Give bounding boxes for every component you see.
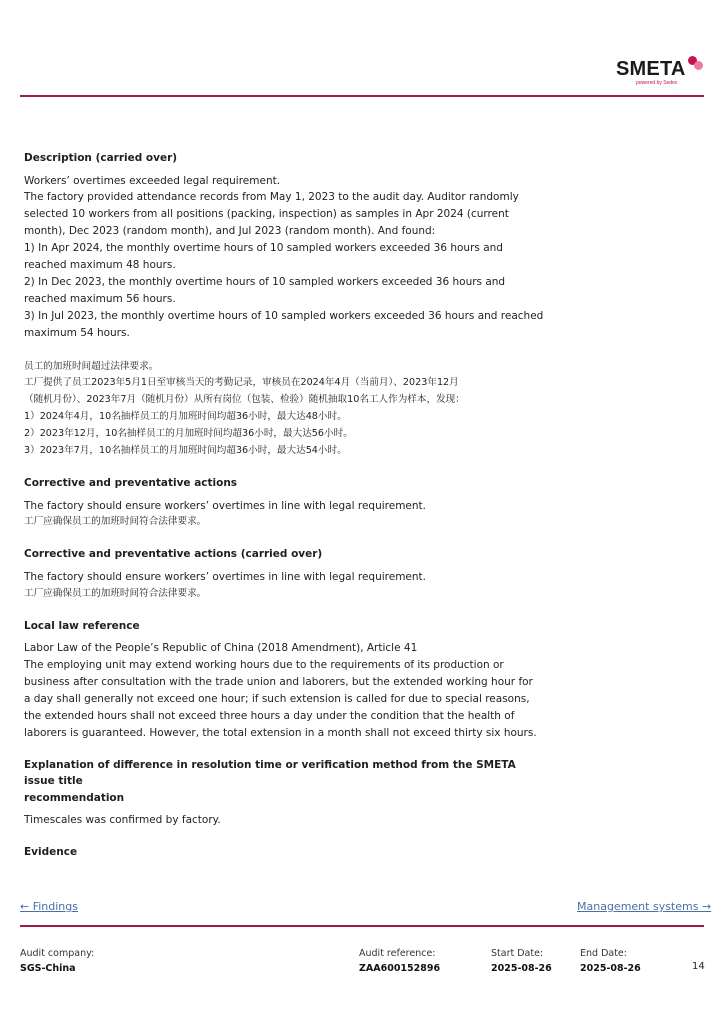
text-line: （随机月份）、2023年7月（随机月份）从所有岗位（包装、检验）随机抽取10名工人作为样本，发现：: [24, 394, 465, 406]
section-heading: Corrective and preventative actions: [24, 477, 238, 489]
text-line: The factory should ensure workers’ overtimes in line with legal requirement.: [24, 570, 426, 583]
next-page-link[interactable]: Management systems →: [577, 900, 712, 913]
text-line: selected 10 workers from all positions (packing, inspection) as samples in Apr 2024 (current: [24, 208, 509, 221]
text-line: 1）2024年4月，10名抽样员工的月加班时间均超36小时，最大达48小时。: [24, 411, 347, 423]
text-line: laborers is guaranteed. However, the total extension in a month shall not exceed thirty six hours.: [24, 726, 537, 739]
footer-value: ZAA600152896: [359, 963, 441, 974]
text-line: 工厂提供了员工2023年5月1日至审核当天的考勤记录，审核员在2024年4月（当前月）、2023年12月: [24, 377, 459, 389]
footer-end-date: [580, 946, 641, 976]
text-line: 1) In Apr 2024, the monthly overtime hours of 10 sampled workers exceeded 36 hours and: [24, 242, 503, 255]
footer-divider: [20, 925, 704, 927]
text-line: reached maximum 48 hours.: [24, 259, 176, 272]
text-line: 员工的加班时间超过法律要求。: [24, 360, 159, 372]
section-body: [24, 173, 544, 342]
section-heading: Corrective and preventative actions (carried over): [24, 548, 323, 561]
footer-audit-company: [20, 946, 94, 976]
footer-label: Start Date:: [491, 948, 544, 959]
section-heading: Local law reference: [24, 619, 140, 632]
text-line: The factory provided attendance records from May 1, 2023 to the audit day. Auditor randomly: [24, 191, 519, 204]
logo-text: SMETA: [616, 58, 686, 80]
text-line: 3）2023年7月，10名抽样员工的月加班时间均超36小时，最大达54小时。: [24, 445, 347, 457]
text-line: business after consultation with the trade union and laborers, but the extended working hour for: [24, 675, 533, 688]
text-line: the extended hours shall not exceed three hours a day under the condition that the health of: [24, 709, 515, 722]
text-line: Timescales was confirmed by factory.: [24, 814, 221, 827]
logo-subtitle: powered by Sedex: [636, 80, 678, 86]
footer-label: End Date:: [580, 948, 627, 959]
footer-value: 2025-08-26: [491, 963, 552, 974]
text-line: 工厂应确保员工的加班时间符合法律要求。: [24, 516, 207, 528]
text-line: Workers’ overtimes exceeded legal requirement.: [24, 174, 281, 187]
logo-dot-icon: [694, 61, 703, 70]
text-line: The employing unit may extend working hours due to the requirements of its production or: [24, 659, 504, 672]
text-line: 2) In Dec 2023, the monthly overtime hours of 10 sampled workers exceeded 36 hours and: [24, 275, 506, 288]
section-heading: recommendation: [24, 791, 125, 804]
page-content: [24, 150, 544, 860]
footer-value: SGS-China: [20, 963, 76, 974]
smeta-logo: [612, 56, 704, 88]
text-line: month), Dec 2023 (random month), and Jul 2023 (random month). And found:: [24, 225, 436, 238]
text-line: The factory should ensure workers’ overtimes in line with legal requirement.: [24, 499, 426, 512]
text-line: maximum 54 hours.: [24, 326, 130, 339]
section-heading: Description (carried over): [24, 152, 178, 164]
text-line: 工厂应确保员工的加班时间符合法律要求。: [24, 587, 207, 599]
footer-value: 2025-08-26: [580, 963, 641, 974]
footer-label: Audit company:: [20, 948, 95, 959]
text-line: 2）2023年12月，10名抽样员工的月加班时间均超36小时，最大达56小时。: [24, 428, 353, 440]
footer-label: Audit reference:: [359, 948, 436, 959]
section-heading: Evidence: [24, 845, 78, 858]
section-heading: Explanation of difference in resolution time or verification method from the SMETA issue title: [24, 758, 516, 788]
text-line: reached maximum 56 hours.: [24, 292, 176, 305]
section-body-chinese: [24, 359, 544, 460]
text-line: 3) In Jul 2023, the monthly overtime hours of 10 sampled workers exceeded 36 hours and reached: [24, 309, 544, 322]
footer-start-date: [491, 946, 552, 976]
header-divider: [20, 95, 704, 97]
text-line: Labor Law of the People’s Republic of China (2018 Amendment), Article 41: [24, 642, 418, 655]
text-line: a day shall generally not exceed one hour; if such extension is called for due to special reasons,: [24, 692, 530, 705]
footer-audit-reference: [359, 946, 440, 976]
page-number: 14: [692, 961, 705, 972]
prev-page-link[interactable]: ← Findings: [20, 900, 78, 913]
